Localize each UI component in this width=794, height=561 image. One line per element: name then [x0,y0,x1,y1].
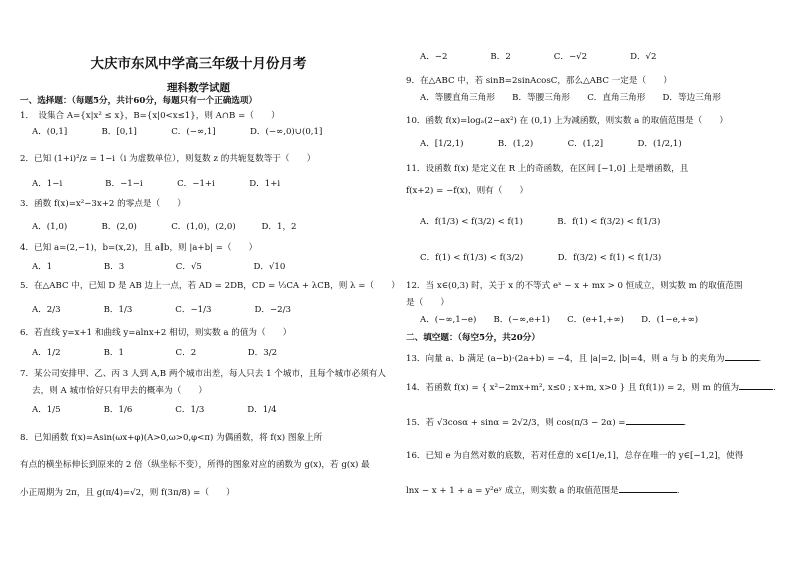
q11-options-ab: A．f(1/3) < f(3/2) < f(1) B．f(1) < f(3/2) < f(1/3) [420,217,661,227]
q13-text: 13．向量 a、b 满足 (a−b)·(2a+b) = −4，且 |a|=2, |b|=4，则 a 与 b 的夹角为 [406,354,725,364]
q15-answer-blank[interactable] [626,416,684,425]
section-choice-heading: 一、选择题：（每题5分，共计60分，每题只有一个正确选项） [20,96,258,106]
q11-stem-line2: f(x+2) = −f(x)，则有（ ） [406,186,529,196]
q6-options: A．1/2 B．1 C．2 D．3/2 [32,348,278,358]
q15-stem: 15．若 √3cosα + sinα = 2√2/3，则 cos(π/3 − 2α) = . [406,418,687,428]
q3-options: A．(1,0) B．(2,0) C．(1,0)，(2,0) D．1，2 [32,222,297,232]
q2-stem: 2．已知 (1+i)²/z = 1−i（i 为虚数单位），则复数 z 的共轭复数等于（ ） [20,154,316,164]
q14-answer-blank[interactable] [739,381,773,390]
q4-stem: 4．已知 a=(2,−1)，b=(x,2)，且 a∥b，则 |a+b| =（ ） [20,243,258,253]
q2-options: A．1−i B．−1−i C．−1+i D．1+i [32,179,281,189]
q8-stem-line1: 8．已知函数 f(x)=Asin(ωx+φ)(A>0,ω>0,φ<π) 为偶函数，将 f(x) 图象上所 [20,433,323,443]
q7-stem-line2: 去，则 A 城市恰好只有甲去的概率为（ ） [32,386,207,396]
q8-options: A．−2 B．2 C．−√2 D．√2 [420,52,657,62]
section-fill-heading: 二、填空题：（每空5分，共20分） [406,333,540,343]
q13-stem: 13．向量 a、b 满足 (a−b)·(2a+b) = −4，且 |a|=2, |b|=4，则 a 与 b 的夹角为 . [406,354,762,364]
q9-stem: 9．在△ABC 中，若 sinB=2sinAcosC，那么△ABC 一定是（ ） [406,76,672,86]
q12-options: A．(−∞,1−e) B．(−∞,e+1) C．(e+1,+∞) D．(1−e,+∞) [420,315,699,325]
q10-stem: 10．函数 f(x)=logₐ(2−ax²) 在 (0,1) 上为减函数，则实数 a 的取值范围是（ ） [406,116,728,126]
q12-stem-line2: 是（ ） [406,298,449,308]
q10-options: A．[1/2,1) B．(1,2) C．(1,2] D．(1/2,1) [420,139,682,149]
q7-stem-line1: 7．某公司安排甲、乙、丙 3 人到 A,B 两个城市出差，每人只去 1 个城市，且每个城市必须有人 [20,369,387,379]
q16-text: lnx − x + 1 + a = y²eʸ 成立，则实数 a 的取值范围是 [406,486,619,496]
q9-options: A．等腰直角三角形 B．等腰三角形 C．直角三角形 D．等边三角形 [420,93,721,103]
q3-stem: 3．函数 f(x)=x²−3x+2 的零点是（ ） [20,199,186,209]
q8-stem-line3: 小正周期为 2π，且 g(π/4)=√2，则 f(3π/8) =（ ） [20,488,235,498]
q5-options: A．2/3 B．1/3 C．−1/3 D．−2/3 [32,305,291,315]
q16-stem-line2: lnx − x + 1 + a = y²eʸ 成立，则实数 a 的取值范围是 . [406,486,680,496]
q4-options: A．1 B．3 C．√5 D．√10 [32,262,286,272]
q1-stem: 1． 设集合 A={x|x² ≤ x}，B={x|0<x≤1}，则 A∩B =（ ） [20,111,280,121]
q5-stem: 5．在△ABC 中，已知 D 是 AB 边上一点，若 AD = 2DB，CD = ⅓CA + λCB，则 λ =（ ） [20,281,400,291]
q11-options-cd: C．f(1) < f(1/3) < f(3/2) D．f(3/2) < f(1) < f(1/3) [420,253,662,263]
q7-options: A．1/5 B．1/6 C．1/3 D．1/4 [32,405,277,415]
q6-stem: 6．若直线 y=x+1 和曲线 y=alnx+2 相切，则实数 a 的值为（ ） [20,328,292,338]
q14-text: 14．若函数 f(x) = { x²−2mx+m², x≤0 ; x+m, x>0 } 且 f(f(1)) = 2，则 m 的值为 [406,383,740,393]
q12-stem-line1: 12．当 x∈(0,3) 时，关于 x 的不等式 eˣ − x + mx > 0 恒成立，则实数 m 的取值范围 [406,281,743,291]
page-title: 大庆市东风中学高三年级十月份月考 [90,56,307,72]
q8-stem-line2: 有点的横坐标伸长到原来的 2 倍（纵坐标不变），所得的图象对应的函数为 g(x)，若 g(x) 最 [20,460,370,470]
q16-answer-blank[interactable] [619,484,677,493]
q11-stem-line1: 11．设函数 f(x) 是定义在 R 上的奇函数，在区间 [−1,0] 上是增函数，且 [406,164,689,174]
q16-stem-line1: 16．已知 e 为自然对数的底数，若对任意的 x∈[1/e,1]，总存在唯一的 y∈[−1,2]，使得 [406,451,744,461]
page-subtitle: 理科数学试题 [167,82,230,94]
q1-options: A．(0,1] B．[0,1] C．(−∞,1] D．(−∞,0)∪(0,1] [32,127,323,137]
q15-text: 15．若 √3cosα + sinα = 2√2/3，则 cos(π/3 − 2α) = [406,418,626,428]
q13-answer-blank[interactable] [725,352,759,361]
q14-stem: 14．若函数 f(x) = { x²−2mx+m², x≤0 ; x+m, x>0 } 且 f(f(1)) = 2，则 m 的值为 . [406,383,776,393]
